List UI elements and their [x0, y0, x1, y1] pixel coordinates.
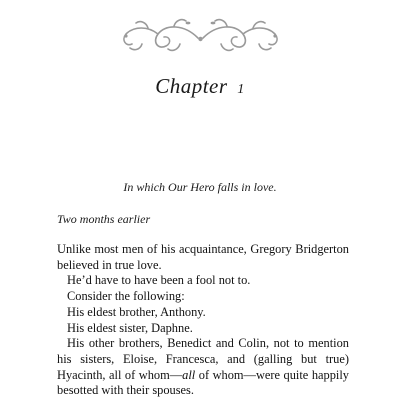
paragraph-last	[57, 336, 349, 399]
chapter-body	[57, 242, 349, 399]
paragraph: Unlike most men of his acquaintance, Gregory Bridgerton believed in true love.	[57, 242, 349, 272]
paragraph: His eldest sister, Daphne.	[67, 320, 193, 335]
chapter-heading	[0, 74, 400, 99]
chapter-subtitle: In which Our Hero falls in love.	[123, 180, 277, 194]
chapter-word: Chapter	[155, 74, 228, 98]
paragraph: Consider the following:	[67, 289, 185, 304]
paragraph: His eldest brother, Anthony.	[67, 304, 206, 319]
time-note: Two months earlier	[57, 212, 151, 226]
paragraph: He’d have to have been a fool not to.	[67, 273, 251, 288]
floral-scroll-ornament-icon	[118, 14, 283, 56]
emphasis-text: all	[182, 367, 196, 382]
chapter-number: 1	[237, 82, 245, 97]
paragraph-text: of whom—were quite happily besotted with their spouses.	[57, 367, 349, 398]
paragraph-text: His other brothers, Benedict and Colin, not to mention his sisters, Eloise, Francesca, and (galling but true) Hyacinth, all of whom—	[57, 336, 349, 382]
